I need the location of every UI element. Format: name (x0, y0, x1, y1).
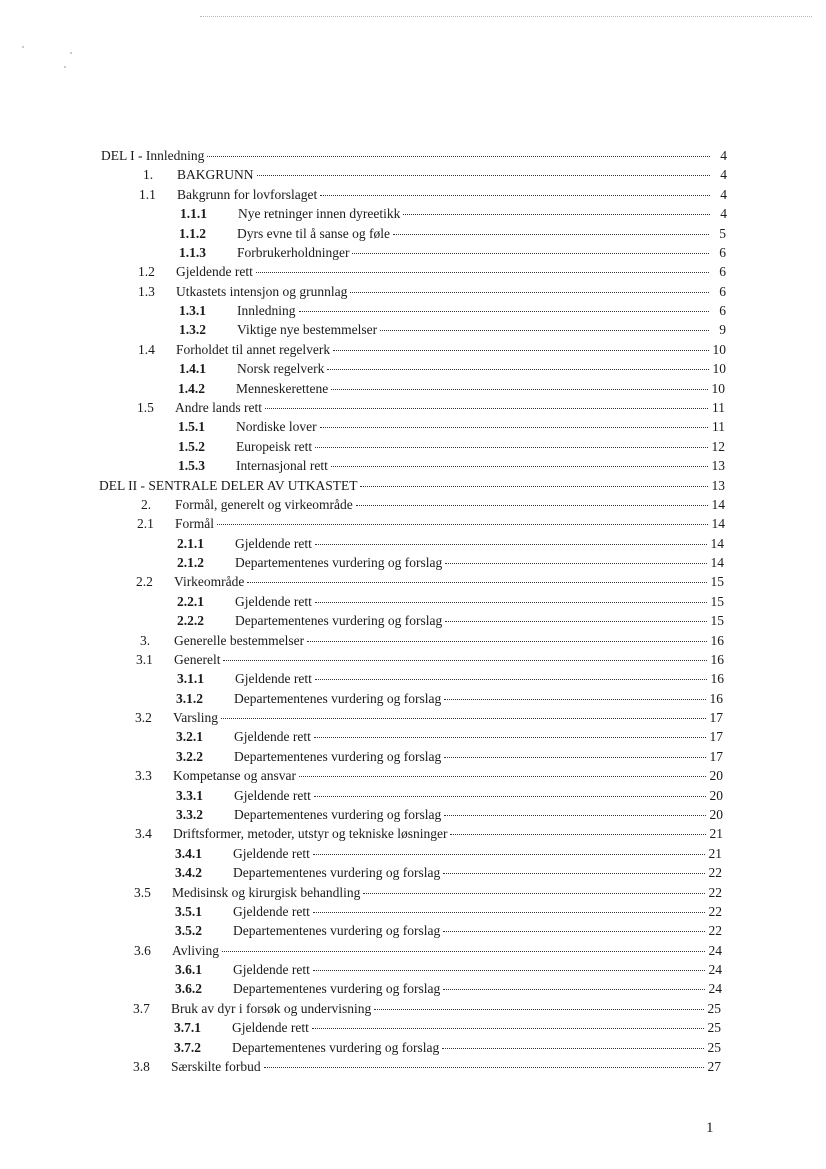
toc-entry[interactable] (176, 749, 723, 765)
dot-leader (443, 931, 705, 932)
toc-entry[interactable] (175, 981, 722, 997)
dot-leader (356, 505, 708, 506)
toc-entry-number: 3.2.1 (176, 729, 203, 744)
toc-entry-number: 3.1.2 (176, 691, 203, 706)
toc-entry-title: Gjeldende rett (234, 729, 311, 744)
dot-leader (380, 330, 709, 331)
page-number: 1 (706, 1120, 714, 1136)
toc-entry-title: Forholdet til annet regelverk (176, 342, 331, 357)
toc-entry-page: 6 (719, 284, 726, 299)
toc-entry-title: Virkeområde (174, 574, 245, 589)
toc-entry-title: Gjeldende rett (233, 846, 310, 861)
toc-entry-title: Gjeldende rett (233, 962, 310, 977)
toc-entry-number: 1.3.1 (179, 303, 206, 318)
toc-entry-title: Departementenes vurdering og forslag (233, 865, 441, 880)
toc-entry-page: 20 (709, 768, 723, 783)
toc-entry-number: 1.1.1 (180, 206, 207, 221)
dot-leader (299, 776, 706, 777)
toc-entry[interactable] (141, 497, 725, 513)
dot-leader (333, 350, 709, 351)
toc-entry-page: 20 (709, 807, 723, 822)
dot-leader (315, 602, 707, 603)
dot-leader (443, 873, 705, 874)
toc-entry-title: Gjeldende rett (234, 788, 311, 803)
toc-entry-page: 12 (711, 439, 725, 454)
toc-entry-page: 17 (709, 729, 723, 744)
dot-leader (445, 563, 707, 564)
toc-entry-number: 1.3 (138, 284, 155, 299)
toc-entry-number: 2.1.2 (177, 555, 204, 570)
toc-entry-title: Formål (175, 516, 214, 531)
toc-entry-page: 17 (709, 749, 723, 764)
toc-entry[interactable] (179, 303, 726, 319)
toc-entry-page: 13 (711, 478, 725, 493)
toc-entry[interactable] (178, 419, 725, 435)
toc-entry-number: 3.6.2 (175, 981, 202, 996)
toc-entry[interactable] (177, 536, 724, 552)
toc-entry-page: 14 (711, 516, 725, 531)
toc-entry-number: 2.2.2 (177, 613, 204, 628)
toc-entry-page: 24 (708, 962, 722, 977)
toc-entry[interactable] (133, 1001, 721, 1017)
toc-entry-title: Departementenes vurdering og forslag (233, 923, 441, 938)
toc-entry-title: DEL I - Innledning (101, 148, 205, 163)
toc-entry-number: 3.2.2 (176, 749, 203, 764)
toc-entry-number: 3.3 (135, 768, 152, 783)
toc-entry-title: Gjeldende rett (176, 264, 253, 279)
toc-entry-number: 2.1.1 (177, 536, 204, 551)
toc-entry-number: 2.1 (137, 516, 154, 531)
toc-entry-page: 10 (712, 361, 726, 376)
toc-entry-title: Bakgrunn for lovforslaget (177, 187, 318, 202)
toc-entry-page: 15 (710, 594, 724, 609)
toc-entry-page: 6 (719, 264, 726, 279)
toc-entry-page: 15 (710, 574, 724, 589)
toc-entry-number: 1.1 (139, 187, 156, 202)
dot-leader (315, 544, 707, 545)
toc-entry-title: Gjeldende rett (235, 536, 312, 551)
toc-entry-page: 21 (709, 826, 723, 841)
toc-entry-page: 17 (709, 710, 723, 725)
toc-entry-number: 3.1 (136, 652, 153, 667)
toc-entry-page: 25 (707, 1040, 721, 1055)
toc-entry-page: 22 (708, 904, 722, 919)
dot-leader (443, 989, 705, 990)
toc-entry-title: Departementenes vurdering og forslag (234, 691, 442, 706)
toc-entry[interactable] (175, 846, 722, 862)
scan-speck (64, 66, 66, 68)
toc-entry-number: 1.4.1 (179, 361, 206, 376)
toc-entry-page: 14 (711, 497, 725, 512)
toc-entry-number: 3.8 (133, 1059, 150, 1074)
dot-leader (313, 912, 705, 913)
toc-entry-page: 25 (707, 1001, 721, 1016)
dot-leader (265, 408, 708, 409)
toc-entry-title: Internasjonal rett (236, 458, 328, 473)
toc-entry-title: Menneskerettene (236, 381, 329, 396)
toc-entry-page: 24 (708, 943, 722, 958)
toc-entry[interactable] (176, 788, 723, 804)
toc-entry[interactable] (140, 633, 724, 649)
toc-entry[interactable] (180, 206, 727, 222)
toc-entry-page: 15 (710, 613, 724, 628)
toc-entry-title: Departementenes vurdering og forslag (232, 1040, 440, 1055)
dot-leader (444, 757, 706, 758)
toc-entry-title: Bruk av dyr i forsøk og undervisning (171, 1001, 372, 1016)
toc-entry-title: Viktige nye bestemmelser (237, 322, 378, 337)
toc-entry[interactable] (135, 826, 723, 842)
toc-entry-number: 1.4.2 (178, 381, 205, 396)
toc-entry-page: 4 (720, 148, 727, 163)
toc-entry-number: 3.4.1 (175, 846, 202, 861)
toc-entry-number: 3.5.2 (175, 923, 202, 938)
toc-entry[interactable] (139, 187, 727, 203)
toc-entry[interactable] (176, 729, 723, 745)
toc-entry[interactable] (134, 943, 722, 959)
scan-artifact-line (200, 16, 812, 17)
toc-entry-number: 3.2 (135, 710, 152, 725)
toc-entry-title: Andre lands rett (175, 400, 262, 415)
scan-speck (70, 52, 72, 54)
dot-leader (403, 214, 710, 215)
toc-entry[interactable] (175, 865, 722, 881)
toc-entry-title: DEL II - SENTRALE DELER AV UTKASTET (99, 478, 358, 493)
toc-entry[interactable] (135, 710, 723, 726)
toc-entry-number: 1.1.2 (179, 226, 206, 241)
toc-entry-title: Gjeldende rett (233, 904, 310, 919)
dot-leader (217, 524, 708, 525)
dot-leader (393, 234, 709, 235)
toc-entry[interactable] (138, 264, 726, 280)
toc-entry[interactable] (133, 1059, 721, 1075)
toc-entry-number: 3.3.2 (176, 807, 203, 822)
toc-entry[interactable] (178, 439, 725, 455)
dot-leader (331, 389, 708, 390)
toc-entry-page: 10 (712, 342, 726, 357)
toc-entry[interactable] (138, 284, 726, 300)
toc-entry-title: Departementenes vurdering og forslag (233, 981, 441, 996)
toc-entry-page: 25 (707, 1020, 721, 1035)
toc-entry-number: 3.3.1 (176, 788, 203, 803)
toc-entry[interactable] (143, 167, 727, 183)
toc-entry-title: Generelle bestemmelser (174, 633, 305, 648)
toc-entry[interactable] (175, 962, 722, 978)
toc-entry-page: 22 (708, 885, 722, 900)
dot-leader (257, 175, 710, 176)
dot-leader (223, 660, 707, 661)
toc-entry-page: 11 (712, 419, 725, 434)
toc-entry[interactable] (136, 652, 724, 668)
dot-leader (350, 292, 709, 293)
toc-entry-page: 14 (710, 555, 724, 570)
toc-entry-page: 22 (708, 865, 722, 880)
toc-entry-title: Særskilte forbud (171, 1059, 261, 1074)
toc-entry-page: 6 (719, 245, 726, 260)
dot-leader (360, 486, 708, 487)
toc-entry-title: Medisinsk og kirurgisk behandling (172, 885, 361, 900)
toc-entry[interactable] (177, 671, 724, 687)
toc-entry-page: 4 (720, 187, 727, 202)
toc-entry-page: 24 (708, 981, 722, 996)
toc-entry-title: Innledning (237, 303, 296, 318)
toc-entry-page: 16 (710, 671, 724, 686)
toc-entry[interactable] (99, 478, 725, 494)
dot-leader (445, 621, 707, 622)
toc-entry-number: 3. (140, 633, 151, 648)
toc-entry-title: Forbrukerholdninger (237, 245, 350, 260)
dot-leader (307, 641, 707, 642)
toc-entry-number: 1.1.3 (179, 245, 206, 260)
dot-leader (450, 834, 706, 835)
toc-entry-title: Avliving (172, 943, 219, 958)
dot-leader (256, 272, 709, 273)
toc-entry[interactable] (174, 1020, 721, 1036)
toc-entry-number: 1.5.3 (178, 458, 205, 473)
toc-entry-number: 3.1.1 (177, 671, 204, 686)
toc-entry-number: 2.2 (136, 574, 153, 589)
dot-leader (221, 718, 706, 719)
toc-entry-number: 3.4.2 (175, 865, 202, 880)
toc-entry-number: 1.3.2 (179, 322, 206, 337)
toc-entry[interactable] (136, 574, 724, 590)
toc-entry[interactable] (137, 516, 725, 532)
toc-entry[interactable] (179, 361, 726, 377)
toc-entry-title: Gjeldende rett (235, 671, 312, 686)
toc-entry[interactable] (135, 768, 723, 784)
toc-entry[interactable] (174, 1040, 721, 1056)
toc-entry[interactable] (178, 458, 725, 474)
toc-entry-number: 3.7.2 (174, 1040, 201, 1055)
toc-entry-number: 3.7.1 (174, 1020, 201, 1035)
toc-entry[interactable] (176, 691, 723, 707)
toc-entry-title: Departementenes vurdering og forslag (235, 613, 443, 628)
toc-entry-title: Nordiske lover (236, 419, 317, 434)
toc-entry-title: Generelt (174, 652, 221, 667)
toc-entry[interactable] (179, 245, 726, 261)
toc-entry-page: 20 (709, 788, 723, 803)
toc-entry-page: 11 (712, 400, 725, 415)
toc-entry-page: 5 (719, 226, 726, 241)
dot-leader (327, 369, 709, 370)
toc-entry-number: 1.5.2 (178, 439, 205, 454)
toc-entry[interactable] (138, 342, 726, 358)
toc-entry-page: 6 (719, 303, 726, 318)
dot-leader (444, 815, 706, 816)
toc-entry[interactable] (179, 322, 726, 338)
dot-leader (315, 679, 707, 680)
toc-entry-number: 3.6 (134, 943, 151, 958)
toc-entry-number: 3.4 (135, 826, 152, 841)
toc-entry[interactable] (177, 613, 724, 629)
toc-entry[interactable] (134, 885, 722, 901)
toc-entry-number: 2.2.1 (177, 594, 204, 609)
toc-entry[interactable] (176, 807, 723, 823)
dot-leader (312, 1028, 704, 1029)
dot-leader (313, 854, 705, 855)
dot-leader (247, 582, 707, 583)
dot-leader (442, 1048, 704, 1049)
toc-entry-number: 3.6.1 (175, 962, 202, 977)
toc-entry-number: 1.4 (138, 342, 155, 357)
toc-entry-title: BAKGRUNN (177, 167, 254, 182)
toc-entry-page: 10 (711, 381, 725, 396)
dot-leader (299, 311, 710, 312)
dot-leader (320, 195, 710, 196)
dot-leader (314, 796, 706, 797)
dot-leader (313, 970, 705, 971)
dot-leader (314, 737, 706, 738)
toc-entry-number: 1.5 (137, 400, 154, 415)
toc-entry[interactable] (175, 904, 722, 920)
dot-leader (320, 427, 708, 428)
dot-leader (352, 253, 709, 254)
toc-entry[interactable] (178, 381, 725, 397)
toc-entry-page: 4 (720, 167, 727, 182)
toc-entry-title: Gjeldende rett (232, 1020, 309, 1035)
toc-entry[interactable] (177, 594, 724, 610)
toc-entry-number: 2. (141, 497, 152, 512)
toc-entry-title: Norsk regelverk (237, 361, 325, 376)
dot-leader (264, 1067, 704, 1068)
toc-entry-title: Departementenes vurdering og forslag (235, 555, 443, 570)
toc-entry-page: 21 (708, 846, 722, 861)
toc-entry-title: Europeisk rett (236, 439, 313, 454)
dot-leader (363, 893, 705, 894)
toc-entry-title: Formål, generelt og virkeområde (175, 497, 353, 512)
toc-entry-title: Departementenes vurdering og forslag (234, 807, 442, 822)
toc-entry-title: Gjeldende rett (235, 594, 312, 609)
toc-entry-page: 27 (707, 1059, 721, 1074)
toc-entry-title: Nye retninger innen dyreetikk (238, 206, 401, 221)
toc-entry-title: Kompetanse og ansvar (173, 768, 296, 783)
toc-entry-number: 1.5.1 (178, 419, 205, 434)
dot-leader (207, 156, 710, 157)
toc-entry-page: 16 (710, 633, 724, 648)
toc-entry[interactable] (177, 555, 724, 571)
toc-entry[interactable] (175, 923, 722, 939)
toc-entry[interactable] (179, 226, 726, 242)
toc-entry-page: 14 (710, 536, 724, 551)
toc-entry-number: 3.7 (133, 1001, 150, 1016)
toc-entry[interactable] (137, 400, 725, 416)
toc-entry-page: 16 (710, 652, 724, 667)
dot-leader (444, 699, 706, 700)
toc-entry-title: Departementenes vurdering og forslag (234, 749, 442, 764)
toc-entry-number: 3.5 (134, 885, 151, 900)
dot-leader (315, 447, 708, 448)
dot-leader (331, 466, 708, 467)
toc-entry-page: 22 (708, 923, 722, 938)
toc-entry-number: 1.2 (138, 264, 155, 279)
toc-entry-title: Dyrs evne til å sanse og føle (237, 226, 390, 241)
toc-entry[interactable] (101, 148, 727, 164)
dot-leader (222, 951, 705, 952)
toc-entry-number: 3.5.1 (175, 904, 202, 919)
toc-entry-number: 1. (143, 167, 154, 182)
dot-leader (374, 1009, 704, 1010)
toc-entry-page: 4 (720, 206, 727, 221)
toc-entry-title: Utkastets intensjon og grunnlag (176, 284, 348, 299)
toc-entry-page: 16 (709, 691, 723, 706)
toc-entry-title: Driftsformer, metoder, utstyr og tekniske løsninger (173, 826, 448, 841)
scan-speck (22, 46, 24, 48)
toc-entry-title: Varsling (173, 710, 218, 725)
toc-entry-page: 9 (719, 322, 726, 337)
toc-entry-page: 13 (711, 458, 725, 473)
